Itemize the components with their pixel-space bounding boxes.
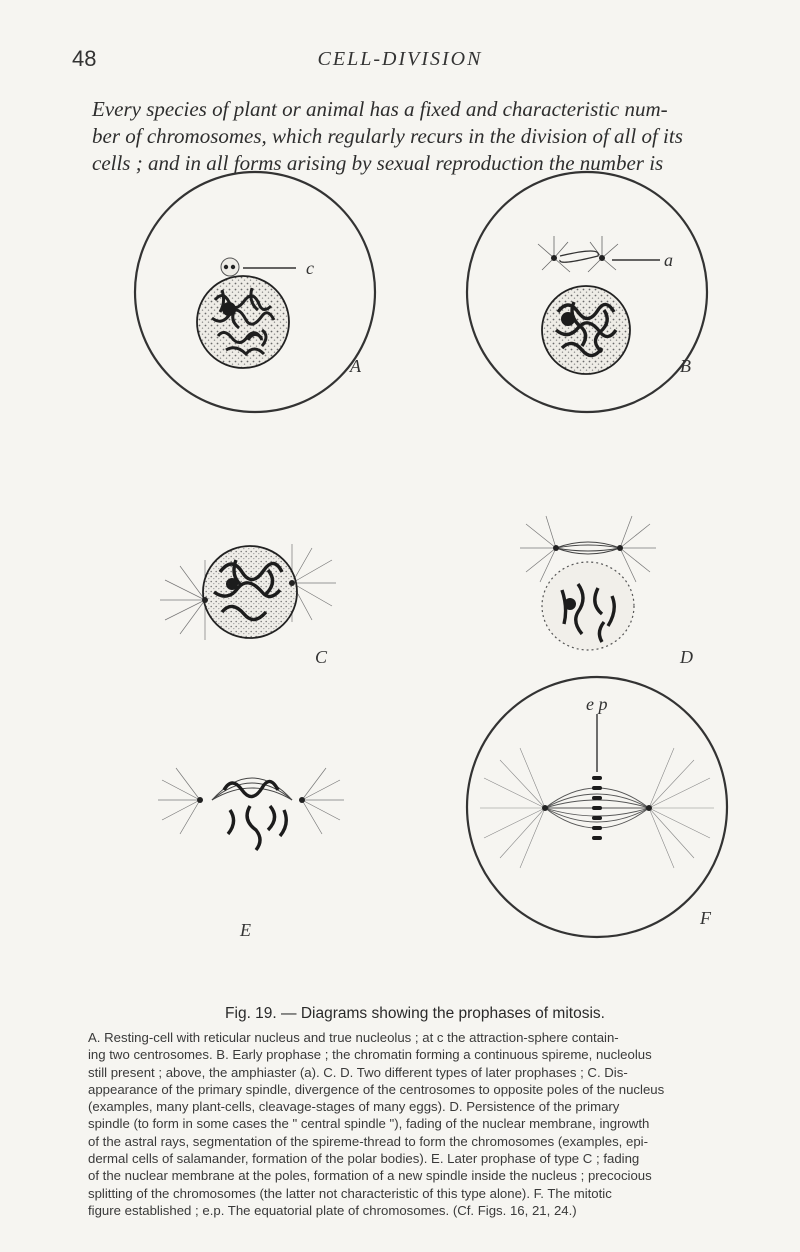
caption-title: Fig. 19. — Diagrams showing the prophases of mitosis.: [225, 1005, 605, 1022]
cell-F: [467, 677, 727, 937]
body-paragraph: [92, 96, 738, 177]
label-c: c: [306, 258, 314, 278]
label-ep: e p: [586, 694, 608, 714]
caption-line: ing two centrosomes. B. Early prophase ; the chromatin forming a continuous spireme, nucleolus: [88, 1047, 652, 1063]
caption-line: A. Resting-cell with reticular nucleus and true nucleolus ; at c the attraction-sphere contain-: [88, 1030, 619, 1045]
caption-body: [88, 1029, 742, 1219]
cell-D: [520, 516, 693, 667]
caption-line: of the nuclear membrane at the poles, formation of a new spindle inside the nucleus ; precocious: [88, 1168, 652, 1184]
running-head: CELL-DIVISION: [317, 48, 483, 70]
label-F: F: [700, 908, 711, 928]
label-D: D: [680, 647, 693, 667]
body-line: cells ; and in all forms arising by sexual reproduction the number is: [92, 151, 664, 175]
caption-line: still present ; above, the amphiaster (a). C. D. Two different types of later prophases ; C. Dis-: [88, 1064, 628, 1080]
cell-A: [135, 172, 375, 412]
body-line: ber of chromosomes, which regularly recurs in the division of all of its: [92, 124, 683, 148]
cell-C: [160, 544, 336, 667]
figure-caption: [88, 1005, 742, 1219]
label-C: C: [315, 647, 328, 667]
label-a: a: [664, 250, 673, 270]
caption-line: (examples, many plant-cells, cleavage-stages of many eggs). D. Persistence of the primary: [88, 1099, 620, 1115]
caption-line: appearance of the primary spindle, divergence of the centrosomes to opposite poles of the nucleus: [88, 1081, 665, 1097]
caption-line: spindle (to form in some cases the " central spindle "), fading of the nuclear membrane, ingrowth: [88, 1116, 650, 1132]
label-E: E: [240, 920, 251, 940]
page-number: 48: [72, 46, 97, 71]
body-line: Every species of plant or animal has a fixed and characteristic num-: [92, 97, 668, 121]
cell-E: [158, 768, 344, 940]
caption-line: figure established ; e.p. The equatorial plate of chromosomes. (Cf. Figs. 16, 21, 24.): [88, 1202, 577, 1218]
label-B: B: [680, 356, 691, 376]
cell-B: [467, 172, 707, 412]
caption-line: of the astral rays, segmentation of the spireme-thread to form the chromosomes (examples, epi-: [88, 1133, 648, 1149]
caption-line: dermal cells of salamander, formation of the polar bodies). E. Later prophase of type C ; fading: [88, 1151, 640, 1167]
page-header: [0, 42, 800, 82]
label-A: A: [350, 356, 361, 376]
caption-line: splitting of the chromosomes (the latter not characteristic of this type alone). F. The mitotic: [88, 1185, 612, 1201]
